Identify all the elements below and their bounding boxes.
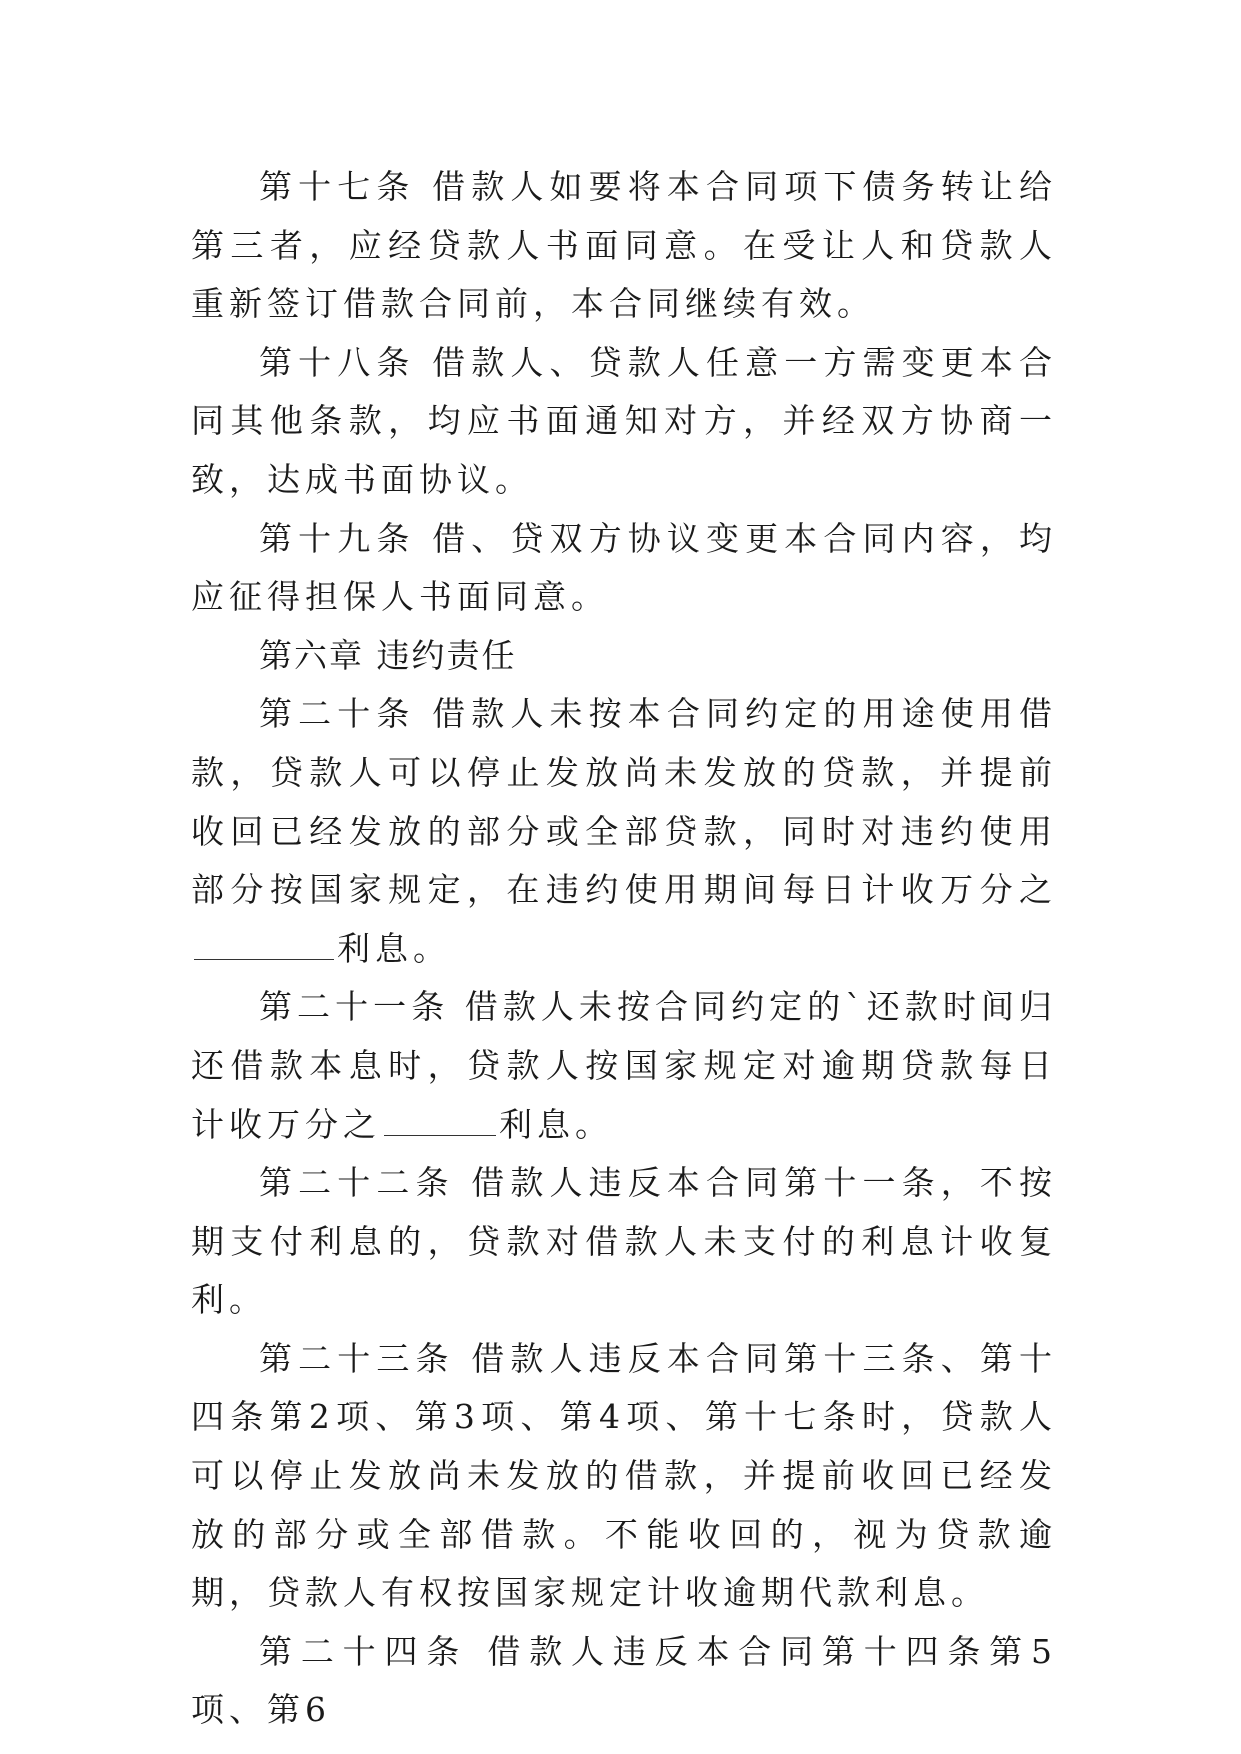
article-20-line-4: 使用期间每日计收万分之 [624, 870, 1058, 910]
article-23-line-5: 代款利息。 [799, 1573, 989, 1613]
article-22-line-2: 利息的，贷款对借款人未支付的利息计收复利。 [191, 1221, 1058, 1320]
article-19-line-2: 担保人书面同意。 [305, 577, 609, 617]
article-20 [191, 685, 1057, 978]
article-21-line-2: 本息时，贷款人按国家规定对逾期贷款每日计收万分之 [191, 1045, 1058, 1144]
article-18-line-2: 条款，均应书面通知对方，并经双方协商一致，达成书面协 [191, 401, 1058, 499]
article-22-line-1: 第二十二条 借款人违反本合同第十一条，不按期支付 [191, 1163, 1057, 1261]
article-17-line-3: 前，本合同继续有效。 [495, 284, 875, 324]
article-18-line-3: 议。 [457, 459, 533, 499]
article-17-line-1: 第十七条 借款人如要将本合同项下债务转让给第三者， [191, 167, 1057, 265]
fill-in-blank [384, 1105, 496, 1136]
article-24-line-1: 第二十四条 借款人违反本合同第十四条第5项、第6 [191, 1631, 1057, 1730]
fill-in-blank [194, 929, 334, 960]
article-19 [191, 510, 1057, 627]
article-21 [191, 978, 1057, 1154]
article-20-line-3: 部分或全部贷款，同时对违约使用部分按国家规定，在违约 [191, 811, 1058, 910]
document-body [191, 158, 1057, 1740]
article-23 [191, 1330, 1057, 1623]
article-18-line-1: 第十八条 借款人、贷款人任意一方需变更本合同其他 [191, 342, 1057, 441]
article-20-line-4-end: 利息。 [337, 928, 451, 968]
article-21-line-3-end: 利息。 [499, 1104, 613, 1144]
article-21-line-1: 第二十一条 借款人未按合同约定的`还款时间归还借款 [191, 987, 1057, 1085]
article-19-line-1: 第十九条 借、贷双方协议变更本合同内容，均应征得 [191, 518, 1057, 617]
article-17-line-2: 应经贷款人书面同意。在受让人和贷款人重新签订借款合同 [191, 225, 1058, 324]
article-23-line-3: 未发放的借款，并提前收回已经发放的部分或全部借款。不 [191, 1456, 1058, 1554]
article-23-line-4: 能收回的，视为贷款逾期，贷款人有权按国家规定计收逾期 [191, 1514, 1058, 1613]
article-23-line-2: 项、第3项、第4项、第十七条时，贷款人可以停止发放尚 [191, 1397, 1058, 1496]
article-23-line-1: 第二十三条 借款人违反本合同第十三条、第十四条第2 [191, 1338, 1057, 1437]
article-17 [191, 158, 1057, 334]
chapter-heading: 第六章 违约责任 [259, 635, 517, 675]
article-18 [191, 334, 1057, 510]
article-24 [191, 1623, 1057, 1740]
article-22 [191, 1154, 1057, 1330]
article-20-line-1: 第二十条 借款人未按本合同约定的用途使用借款，贷 [191, 694, 1057, 792]
article-20-line-2: 款人可以停止发放尚未发放的贷款，并提前收回已经发放的 [191, 752, 1058, 851]
